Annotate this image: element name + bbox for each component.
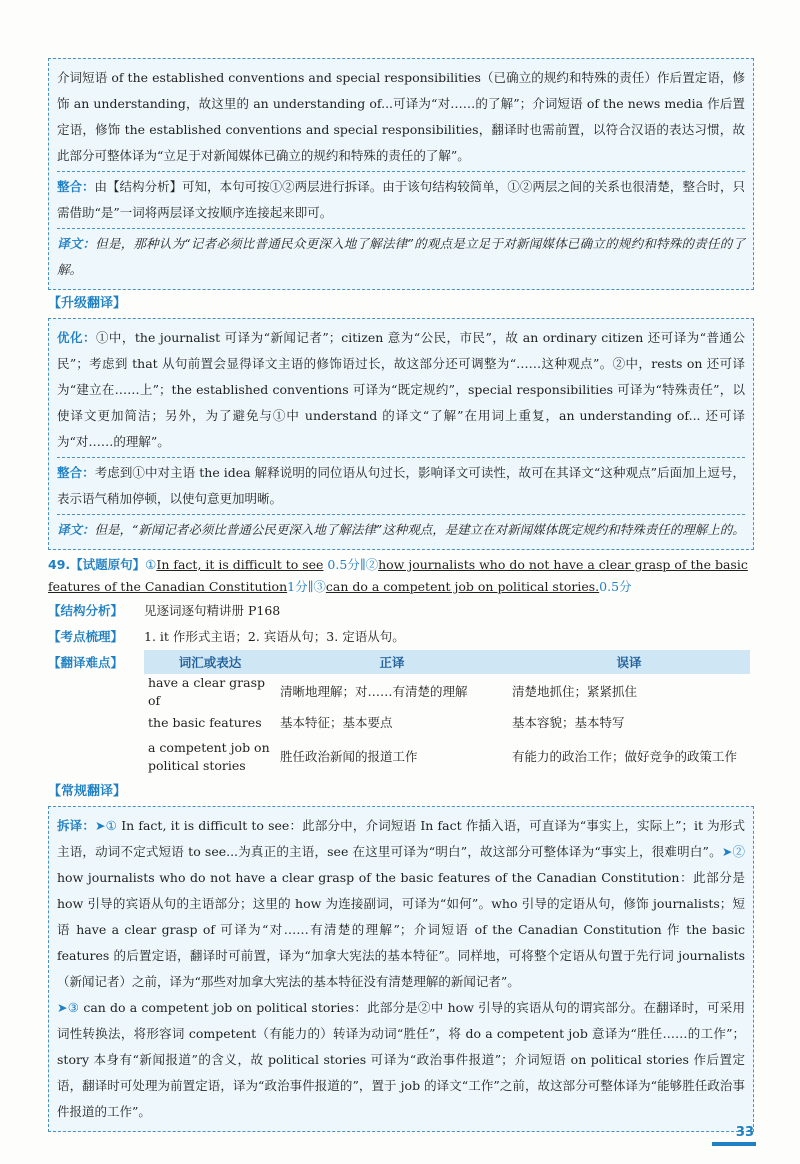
structure-row — [48, 598, 754, 624]
optimize-text: ①中，the journalist 可译为“新闻记者”；citizen 意为“公民，市民”，故 an ordinary citizen 还可译为“普通公民”；考虑到 that 从句前置会显得译文主语的修饰语过长，故这部分还可调整为“……这种观点”。②中，rests on 还可译为“建立在……上”；the established conventions 可译为“既定规约”，special responsibilities 可译为“特殊责任”，以使译文更加简洁；另外，为了避免与①中 understand 的译文“了解”在用词上重复，an understanding of... 还可译为“对……的理解”。 — [57, 330, 745, 449]
page-number: 33 — [735, 1125, 754, 1140]
points-row — [48, 624, 754, 650]
table-cell: 胜任政治新闻的报道工作 — [280, 749, 418, 764]
translation-paragraph — [57, 517, 745, 543]
segment-3: can do a competent job on political stories. — [325, 579, 600, 594]
score-3: 0.5分 — [599, 579, 632, 594]
segment-2: how journalists who do not have a clear grasp of the basic features of the Canadian Constitution — [48, 557, 748, 594]
table-cell: have a clear grasp of — [148, 675, 266, 708]
table-cell: 清晰地理解；对……有清楚的理解 — [280, 684, 468, 699]
divider — [57, 228, 745, 229]
split-text-1: In fact, it is difficult to see：此部分中，介词短语 In fact 作插入语，可直译为“事实上，实际上”；it 为形式主语，动词不定式短语 to see...为真正的主语，see 在这里可译为“明白”，故这部分可整体译为“事实上，很难明白”。 — [57, 818, 745, 859]
table-header-row — [144, 650, 750, 674]
integrate-text: 由【结构分析】可知，本句可按①②两层进行拆译。由于该句结构较简单，①②两层之间的关系也很清楚，整合时，只需借助“是”一词将两层译文按顺序连接起来即可。 — [57, 179, 745, 220]
integrate-label: 整合： — [57, 179, 95, 194]
integrate-paragraph — [57, 460, 745, 512]
points-label: 【考点梳理】 — [48, 629, 124, 644]
question-prefix: 49.【试题原句】 — [48, 557, 146, 572]
translation-label: 译文： — [57, 522, 95, 537]
split-text-2: how journalists who do not have a clear grasp of the basic features of the Canadian Constitution：此部分是 how 引导的宾语从句的主语部分；这里的 how 为连接副词，可译为“如何”。who 引导的定语从句，修饰 journalists；短语 have a clear grasp of 可译为“对……有清楚的理解”；介词短语 of the Canadian Constitution 作 the basic features 的后置定语，翻译时可前置，译为“加拿大宪法的基本特征”。同样地，可将整个定语从句置于先行词 journalists（新闻记者）之前，译为“那些对加拿大宪法的基本特征没有清楚理解的新闻记者”。 — [57, 870, 745, 989]
integrate-label: 整合： — [57, 465, 95, 480]
integrate-text: 考虑到①中对主语 the idea 解释说明的同位语从句过长，影响译文可读性，故可在其译文“这种观点”后面加上逗号，表示语气稍加停顿，以使句意更加明晰。 — [57, 465, 745, 506]
structure-text: 见逐词逐句精讲册 P168 — [144, 603, 281, 618]
page-content: 介词短语 of the established conventions and special responsibilities（已确立的规约和特殊的责任）作后置定语，修饰 an understanding，故这里的 an understanding of...可译为“对……的了解”；介词短语 of the news media 作后置定语，修饰 the established conventions and special responsibilities，翻译时也需前置，以符合汉语的表达习惯，故此部分可整体译为“立足于对新闻媒体已确立的规约和特殊的责任的了解”。 整合：由【结构分析】可知，本句可按①②两层进行拆译。由于该句结构较简单，①②两层之间的关系也很清楚，整合时，只需借助“是”一词将两层译文按顺序连接起来即可。 译文：但是，那种认为“记者必须比普通民众更深入地了解法律”的观点是立足于对新闻媒体已确立的规约和特殊的责任的了解。 【升级翻译】 优化：①中，the journalist 可译为“新闻记者”；citizen 意为“公民，市民”，故 an ordinary citizen 还可译为“普通公民”；考虑到 that 从句前置会显得译文主语的修饰语过长，故这部分还可调整为“……这种观点”。②中，rests on 还可译为“建立在……上”；the established conventions 可译为“既定规约”，special responsibilities 可译为“特殊责任”，以使译文更加简洁；另外，为了避免与①中 understand 的译文“了解”在用词上重复，an understanding of... 还可译为“对……的理解”。 整合：考虑到①中对主语 the idea 解释说明的同位语从句过长，影响译文可读性，故可在其译文“这种观点”后面加上逗号，表示语气稍加停顿，以使句意更加明晰。 译文：但是，“新闻记者必须比普通公民更深入地了解法律”这种观点，是建立在对新闻媒体既定规约和特殊责任的理解上的。 49.【试题原句】①In fact, it is difficult to see 0.5分∥②how journalists who do not have a clear grasp of the basic features of the Canadian Constitution1分∥③can do a competent job on political stories.0.5分 【结构分析】 见逐词逐句精讲册 P168 【考点梳理】 1. it 作形式主语；2. 宾语从句；3. 定语从句。 【翻译难点】 词汇或表达 正译 误译 have a clear grasp of 清晰地理解；对……有清楚的理解 清楚地抓住；紧紧抓住 the basic features 基本特征；基本要点 基本容貌；基本特写 a competent job on political stories 胜任政治新闻的报道工作 有能力的政治工作；做好竞争的政策工作 【常规翻译】 拆译：➤① In fact, it is difficult to see：此部分中，介词短语 In fact 作插入语，可直译为“事实上，实际上”；it 为形式主语，动词不定式短语 to see...为真正的主语，see 在这里可译为“明白”，故这部分可整体译为“事实上，很难明白”。➤② how journalists who do not have a clear grasp of the basic features of the Canadian Constitution：此部分是 how 引导的宾语从句的主语部分；这里的 how 为连接副词，可译为“如何”。who 引导的定语从句，修饰 journalists；短语 have a clear grasp of 可译为“对……有清楚的理解”；介词短语 of the Canadian Constitution 作 the basic features 的后置定语，翻译时可前置，译为“加拿大宪法的基本特征”。同样地，可将整个定语从句置于先行词 journalists（新闻记者）之前，译为“那些对加拿大宪法的基本特征没有清楚理解的新闻记者”。 ➤③ can do a competent job on political stories：此部分是②中 how 引导的宾语从句的谓宾部分。在翻译时，可采用词性转换法，将形容词 competent（有能力的）转译为动词“胜任”，将 do a competent job 意译为“胜任……的工作”；story 本身有“新闻报道”的含义，故 political stories 可译为“政治事件报道”；介词短语 on political stories 作后置定语，翻译时可处理为前置定语，译为“政治事件报道的”，置于 job 的译文“工作”之前，故这部分可整体译为“能够胜任政治事件报道的工作”。 — [48, 58, 754, 1132]
table-cell: 基本特征；基本要点 — [280, 715, 393, 730]
translation-label: 译文： — [57, 236, 96, 251]
divider-mark: ∥ — [307, 579, 314, 594]
circle-3: ③ — [313, 579, 326, 594]
split-paragraph — [57, 813, 745, 1125]
upgrade-header: 【升级翻译】 — [48, 296, 127, 311]
table-header: 误译 — [508, 650, 750, 674]
split-text-3: can do a competent job on political stories：此部分是②中 how 引导的宾语从句的谓宾部分。在翻译时，可采用词性转换法，将形容词 competent（有能力的）转译为动词“胜任”，将 do a competent job 意译为“胜任……的工作”；story 本身有“新闻报道”的含义，故 political stories 可译为“政治事件报道”；介词短语 on political stories 作后置定语，翻译时可处理为前置定语，译为“政治事件报道的”，置于 job 的译文“工作”之前，故这部分可整体译为“能够胜任政治事件报道的工作”。 — [57, 1000, 745, 1119]
integrate-paragraph — [57, 174, 745, 226]
table-cell: 基本容貌；基本特写 — [512, 715, 625, 730]
divider — [57, 171, 745, 172]
table-cell: the basic features — [148, 715, 262, 730]
difficulty-table — [144, 650, 750, 778]
circle-2: ② — [365, 557, 379, 572]
structure-label: 【结构分析】 — [48, 603, 124, 618]
analysis-box-top — [48, 58, 754, 290]
segment-1: In fact, it is difficult to see — [156, 557, 324, 572]
translation-paragraph — [57, 231, 745, 283]
regular-box — [48, 806, 754, 1132]
table-header: 正译 — [276, 650, 508, 674]
score-1: 0.5分 — [327, 557, 360, 572]
table-cell: a competent job on political stories — [148, 740, 270, 773]
points-text: 1. it 作形式主语；2. 宾语从句；3. 定语从句。 — [144, 629, 405, 644]
upgrade-box — [48, 318, 754, 550]
score-2: 1分 — [287, 579, 308, 594]
arrow-icon: ➤③ — [57, 1000, 80, 1015]
table-row — [144, 710, 750, 736]
optimize-paragraph — [57, 325, 745, 455]
table-row — [144, 674, 750, 710]
table-row — [144, 736, 750, 778]
divider — [57, 457, 745, 458]
table-cell: 有能力的政治工作；做好竞争的政策工作 — [512, 749, 738, 764]
arrow-icon: ➤② — [721, 844, 745, 859]
optimize-label: 优化： — [57, 330, 96, 345]
circle-1: ① — [145, 557, 157, 572]
question-49 — [48, 554, 754, 598]
split-label: 拆译： — [57, 818, 96, 833]
table-header: 词汇或表达 — [144, 650, 276, 674]
arrow-icon: ➤① — [95, 818, 118, 833]
divider-mark: ∥ — [359, 557, 366, 572]
translation-text: 但是，那种认为“记者必须比普通民众更深入地了解法律”的观点是立足于对新闻媒体已确立的规约和特殊的责任的了解。 — [57, 236, 745, 277]
analysis-paragraph: 介词短语 of the established conventions and special responsibilities（已确立的规约和特殊的责任）作后置定语，修饰 an understanding，故这里的 an understanding of...可译为“对……的了解”；介词短语 of the news media 作后置定语，修饰 the established conventions and special responsibilities，翻译时也需前置，以符合汉语的表达习惯，故此部分可整体译为“立足于对新闻媒体已确立的规约和特殊的责任的了解”。 — [57, 70, 745, 163]
table-cell: 清楚地抓住；紧紧抓住 — [512, 684, 638, 699]
page-number-bar — [712, 1142, 756, 1146]
regular-header: 【常规翻译】 — [48, 784, 127, 799]
divider — [57, 514, 745, 515]
translation-text: 但是，“新闻记者必须比普通公民更深入地了解法律”这种观点，是建立在对新闻媒体既定规约和特殊责任的理解上的。 — [94, 522, 745, 537]
